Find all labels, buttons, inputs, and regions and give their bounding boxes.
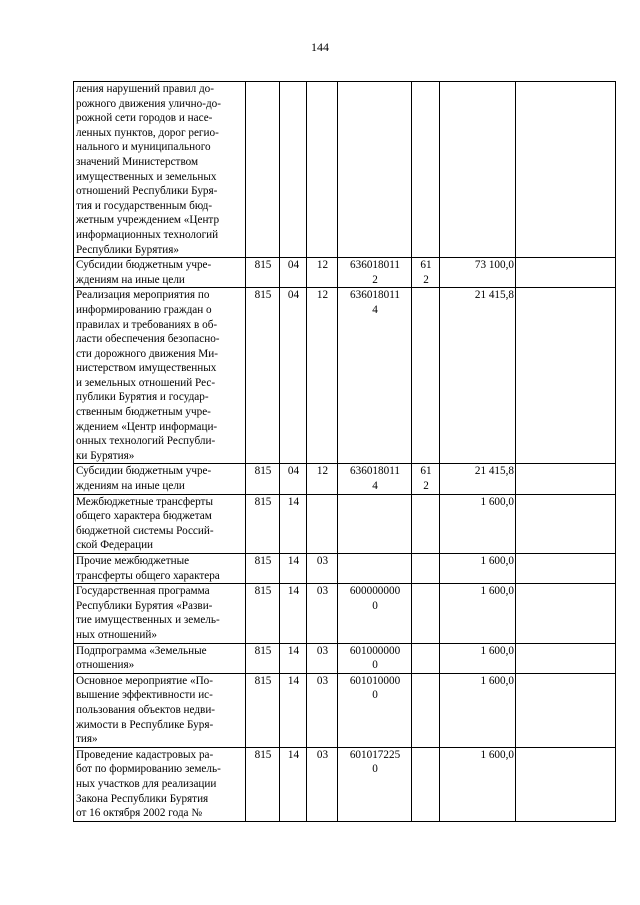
table-row bbox=[74, 82, 616, 258]
extra-column bbox=[516, 288, 616, 464]
section-code bbox=[280, 82, 307, 258]
section-code: 04 bbox=[280, 464, 307, 494]
amount-value bbox=[440, 82, 516, 258]
subsection-code bbox=[307, 494, 338, 553]
subsection-code bbox=[307, 82, 338, 258]
expense-type-code bbox=[412, 494, 440, 553]
row-description: Подпрограмма «Земельные отношения» bbox=[74, 643, 246, 673]
subsection-code: 03 bbox=[307, 747, 338, 821]
section-code: 14 bbox=[280, 673, 307, 747]
amount-value: 1 600,0 bbox=[440, 673, 516, 747]
row-description: ления нарушений правил до- рожного движения улично-до- рожной сети городов и насе- ленных пунктов, дорог регио- нального и муниципального значений Министерством имущественных и земельных отношений Республики Буря- тия и государственным бюд- жетным учреждением «Центр информационных технологий Республики Бурятия» bbox=[74, 82, 246, 258]
extra-column bbox=[516, 494, 616, 553]
table-row bbox=[74, 288, 616, 464]
row-description: Государственная программа Республики Бурятия «Разви- тие имущественных и земель- ных отношений» bbox=[74, 584, 246, 643]
row-description: Проведение кадастровых ра- бот по формированию земель- ных участков для реализации Закона Республики Бурятия от 16 октября 2002 года № bbox=[74, 747, 246, 821]
expense-type-code bbox=[412, 554, 440, 584]
table-row bbox=[74, 643, 616, 673]
ministry-code: 815 bbox=[246, 464, 280, 494]
expense-type-code bbox=[412, 673, 440, 747]
ministry-code: 815 bbox=[246, 494, 280, 553]
subsection-code: 03 bbox=[307, 643, 338, 673]
section-code: 14 bbox=[280, 643, 307, 673]
section-code: 14 bbox=[280, 494, 307, 553]
subsection-code: 03 bbox=[307, 673, 338, 747]
target-article-code bbox=[338, 554, 412, 584]
target-article-code: 636018011 2 bbox=[338, 258, 412, 288]
budget-table bbox=[73, 81, 616, 822]
amount-value: 1 600,0 bbox=[440, 643, 516, 673]
ministry-code: 815 bbox=[246, 288, 280, 464]
target-article-code bbox=[338, 494, 412, 553]
target-article-code: 600000000 0 bbox=[338, 584, 412, 643]
ministry-code: 815 bbox=[246, 747, 280, 821]
ministry-code bbox=[246, 82, 280, 258]
table-row bbox=[74, 584, 616, 643]
extra-column bbox=[516, 673, 616, 747]
subsection-code: 12 bbox=[307, 288, 338, 464]
extra-column bbox=[516, 82, 616, 258]
expense-type-code bbox=[412, 643, 440, 673]
table-row bbox=[74, 464, 616, 494]
amount-value: 1 600,0 bbox=[440, 554, 516, 584]
subsection-code: 03 bbox=[307, 554, 338, 584]
section-code: 14 bbox=[280, 554, 307, 584]
table-row bbox=[74, 258, 616, 288]
extra-column bbox=[516, 584, 616, 643]
table-row bbox=[74, 673, 616, 747]
amount-value: 1 600,0 bbox=[440, 747, 516, 821]
target-article-code: 636018011 4 bbox=[338, 464, 412, 494]
row-description: Субсидии бюджетным учре- ждениям на иные цели bbox=[74, 258, 246, 288]
table-row bbox=[74, 494, 616, 553]
row-description: Реализация мероприятия по информированию граждан о правилах и требованиях в об- ласти обеспечения безопасно- сти дорожного движения Ми- нистерством имущественных и земельных отношений Рес- публики Бурятия и государ- ственным бюджетным учре- ждением «Центр информаци- онных технологий Республи- ки Бурятия» bbox=[74, 288, 246, 464]
table-row bbox=[74, 747, 616, 821]
target-article-code bbox=[338, 82, 412, 258]
subsection-code: 12 bbox=[307, 258, 338, 288]
extra-column bbox=[516, 554, 616, 584]
extra-column bbox=[516, 464, 616, 494]
amount-value: 1 600,0 bbox=[440, 494, 516, 553]
row-description: Межбюджетные трансферты общего характера бюджетам бюджетной системы Россий- ской Федерации bbox=[74, 494, 246, 553]
target-article-code: 601000000 0 bbox=[338, 643, 412, 673]
amount-value: 21 415,8 bbox=[440, 288, 516, 464]
subsection-code: 03 bbox=[307, 584, 338, 643]
ministry-code: 815 bbox=[246, 584, 280, 643]
section-code: 04 bbox=[280, 288, 307, 464]
ministry-code: 815 bbox=[246, 643, 280, 673]
page-number: 144 bbox=[311, 40, 329, 54]
row-description: Прочие межбюджетные трансферты общего характера bbox=[74, 554, 246, 584]
amount-value: 1 600,0 bbox=[440, 584, 516, 643]
target-article-code: 601010000 0 bbox=[338, 673, 412, 747]
target-article-code: 636018011 4 bbox=[338, 288, 412, 464]
row-description: Субсидии бюджетным учре- ждениям на иные цели bbox=[74, 464, 246, 494]
section-code: 04 bbox=[280, 258, 307, 288]
table-row bbox=[74, 554, 616, 584]
row-description: Основное мероприятие «По- вышение эффективности ис- пользования объектов недви- жимости в Республике Буря- тия» bbox=[74, 673, 246, 747]
ministry-code: 815 bbox=[246, 258, 280, 288]
expense-type-code: 61 2 bbox=[412, 464, 440, 494]
expense-type-code bbox=[412, 288, 440, 464]
expense-type-code bbox=[412, 747, 440, 821]
extra-column bbox=[516, 258, 616, 288]
amount-value: 73 100,0 bbox=[440, 258, 516, 288]
section-code: 14 bbox=[280, 747, 307, 821]
section-code: 14 bbox=[280, 584, 307, 643]
expense-type-code bbox=[412, 82, 440, 258]
ministry-code: 815 bbox=[246, 673, 280, 747]
target-article-code: 601017225 0 bbox=[338, 747, 412, 821]
extra-column bbox=[516, 643, 616, 673]
expense-type-code: 61 2 bbox=[412, 258, 440, 288]
ministry-code: 815 bbox=[246, 554, 280, 584]
extra-column bbox=[516, 747, 616, 821]
amount-value: 21 415,8 bbox=[440, 464, 516, 494]
subsection-code: 12 bbox=[307, 464, 338, 494]
expense-type-code bbox=[412, 584, 440, 643]
